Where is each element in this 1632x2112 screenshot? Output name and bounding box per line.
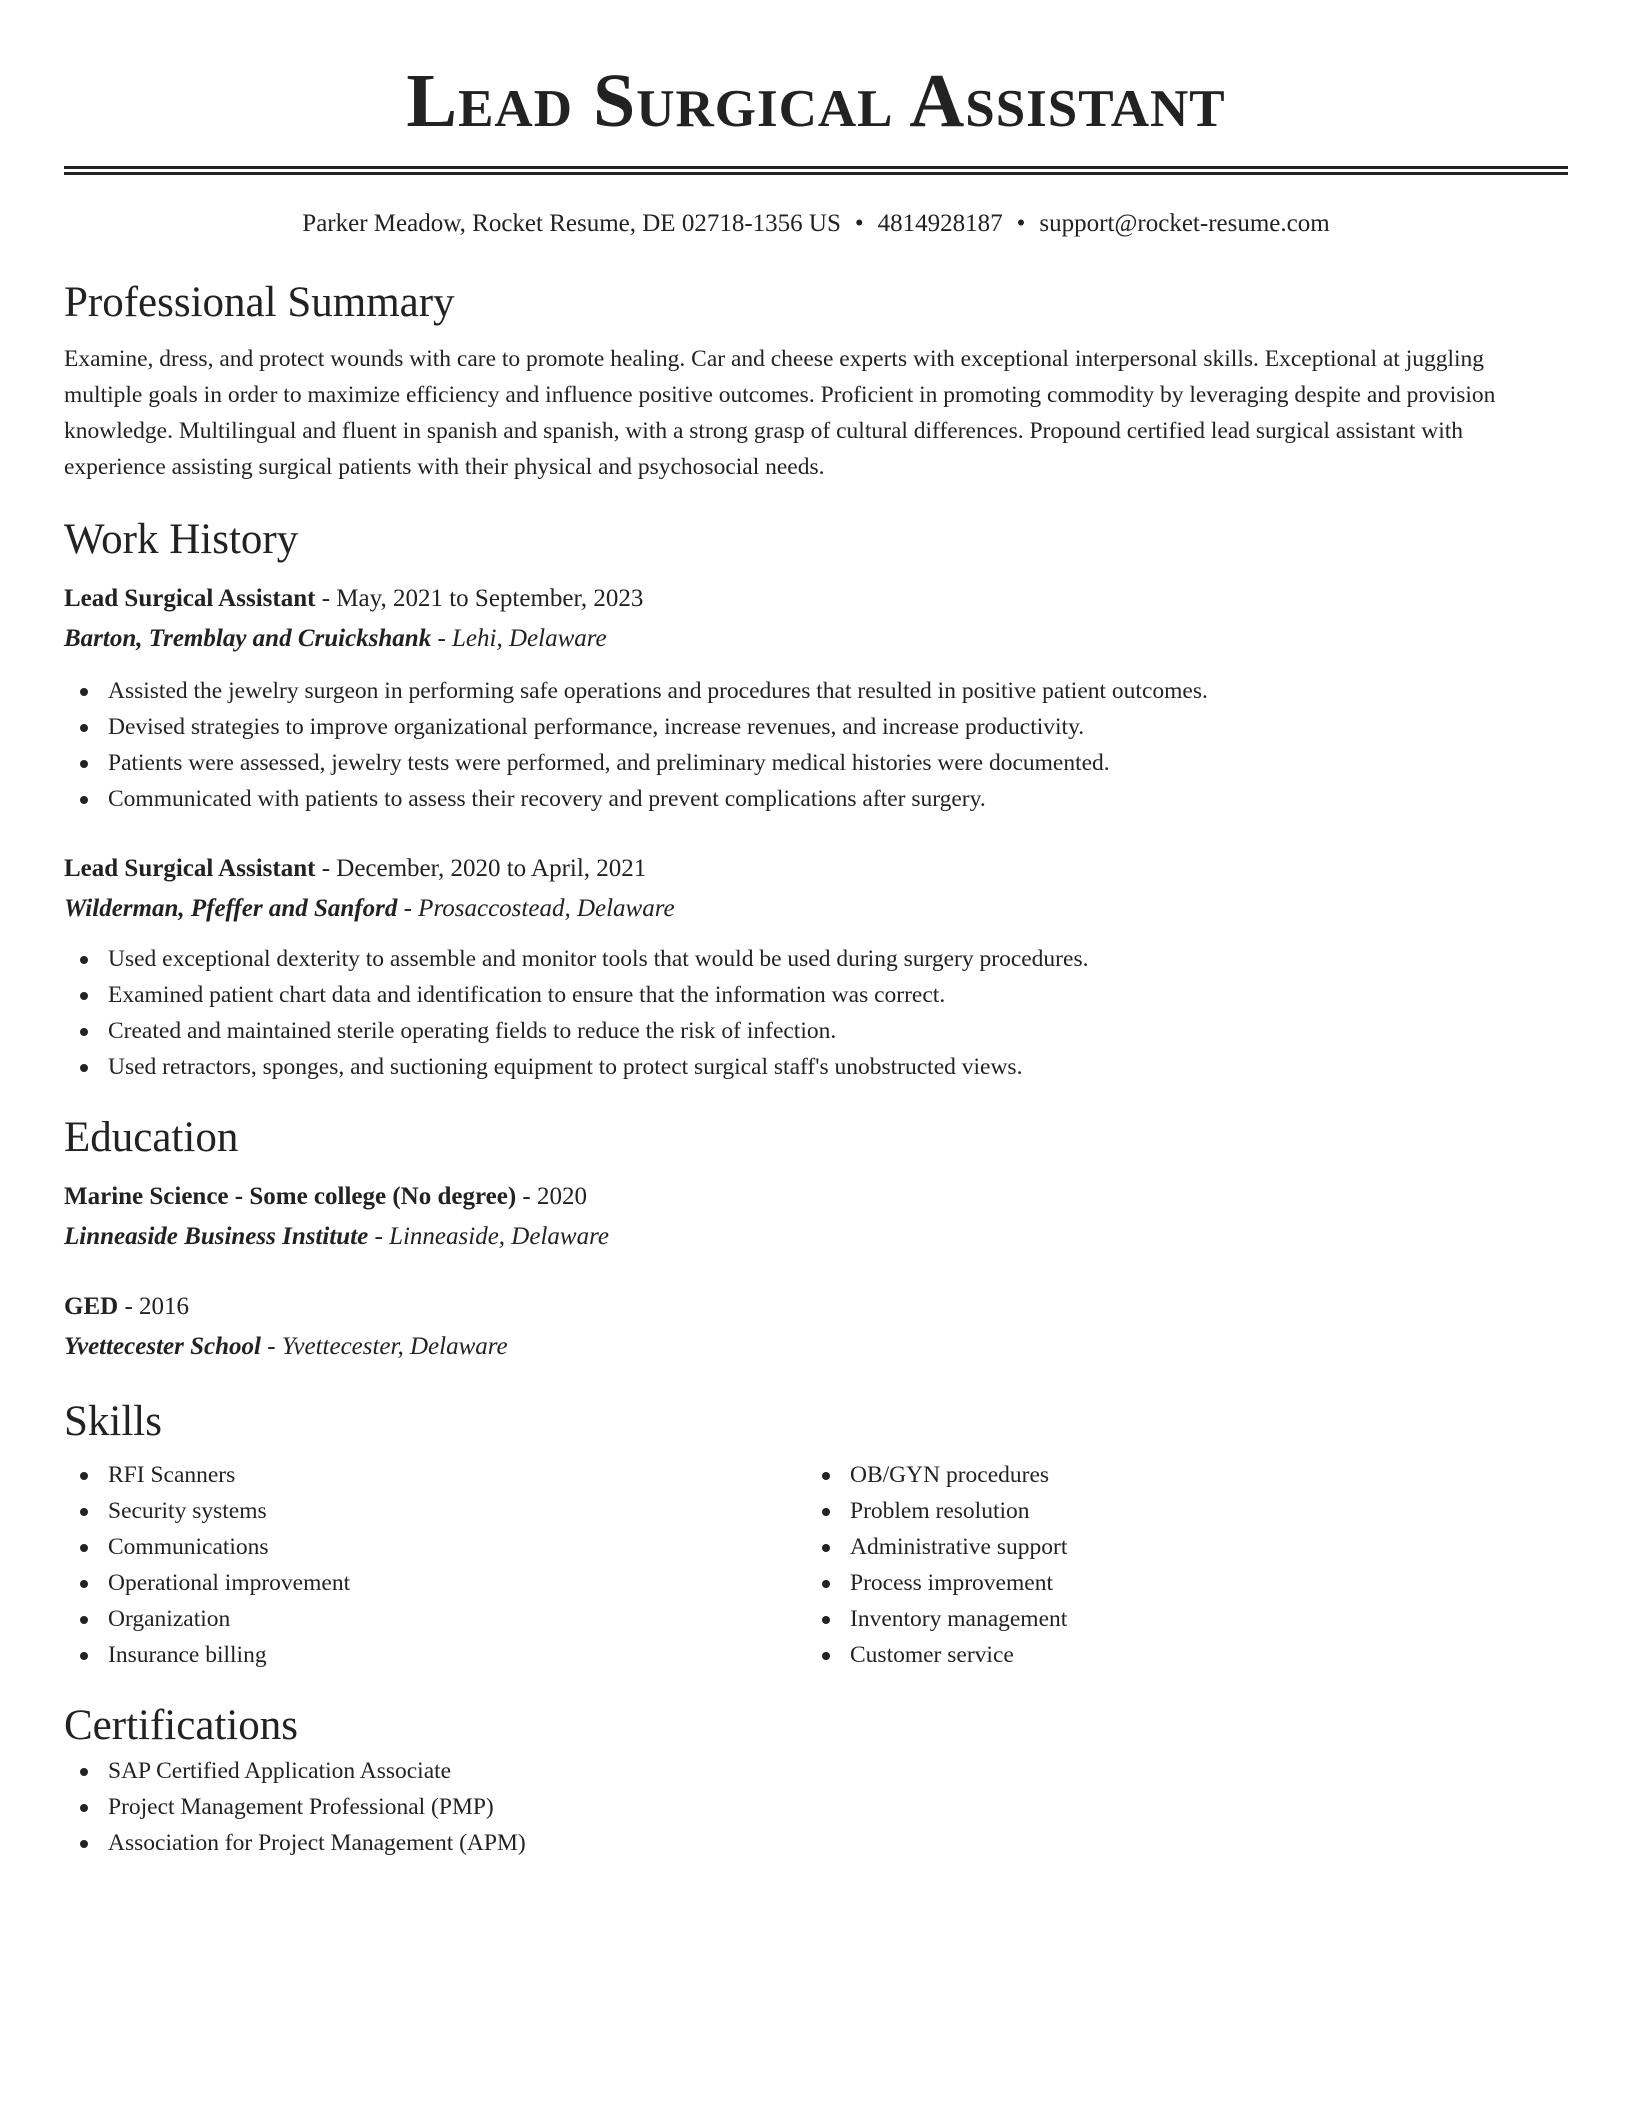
education-school: Yvettecester School	[64, 1333, 261, 1360]
skill-item: Administrative support	[806, 1529, 1548, 1565]
skill-item: Operational improvement	[64, 1565, 806, 1601]
job-bullet: Used exceptional dexterity to assemble and monitor tools that would be used during surgery procedures.	[64, 941, 1568, 977]
contact-address: Parker Meadow, Rocket Resume, DE 02718-1356 US	[302, 210, 841, 237]
education-school-line	[64, 1217, 1568, 1257]
education-location: - Linneaside, Delaware	[368, 1223, 609, 1250]
skill-item: Problem resolution	[806, 1493, 1548, 1529]
skill-item: Process improvement	[806, 1565, 1548, 1601]
job-bullet: Created and maintained sterile operating fields to reduce the risk of infection.	[64, 1013, 1568, 1049]
work-history-heading: Work History	[64, 516, 299, 563]
skill-item: RFI Scanners	[64, 1457, 806, 1493]
job-bullets	[64, 673, 1568, 817]
skill-item: Communications	[64, 1529, 806, 1565]
certification-item: SAP Certified Application Associate	[64, 1753, 1568, 1789]
job-company-line	[64, 889, 1568, 929]
certifications-list	[64, 1753, 1568, 1861]
job-location: - Prosaccostead, Delaware	[397, 895, 675, 922]
job-title: Lead Surgical Assistant	[64, 855, 316, 882]
skill-item: Customer service	[806, 1637, 1548, 1673]
education-location: - Yvettecester, Delaware	[260, 1333, 508, 1360]
job-location: - Lehi, Delaware	[431, 625, 607, 652]
job-entry	[64, 579, 1568, 817]
education-school: Linneaside Business Institute	[64, 1223, 369, 1250]
title-divider	[64, 166, 1568, 175]
skill-item: Insurance billing	[64, 1637, 806, 1673]
skill-item: OB/GYN procedures	[806, 1457, 1548, 1493]
contact-separator: •	[1016, 210, 1026, 237]
skill-item: Organization	[64, 1601, 806, 1637]
education-degree: GED	[64, 1293, 119, 1320]
education-degree-line	[64, 1287, 1568, 1327]
education-entry	[64, 1177, 1568, 1257]
education-degree-line	[64, 1177, 1568, 1217]
skill-item: Security systems	[64, 1493, 806, 1529]
education-degree: Marine Science - Some college (No degree)	[64, 1183, 517, 1210]
contact-email: support@rocket-resume.com	[1039, 210, 1330, 237]
job-dates: - December, 2020 to April, 2021	[315, 855, 647, 882]
education-year: - 2020	[516, 1183, 587, 1210]
job-title: Lead Surgical Assistant	[64, 585, 316, 612]
job-entry	[64, 849, 1568, 1085]
skills-grid	[64, 1457, 1568, 1673]
job-bullets	[64, 941, 1568, 1085]
certifications-heading: Certifications	[64, 1702, 299, 1749]
job-bullet: Devised strategies to improve organizational performance, increase revenues, and increase productivity.	[64, 709, 1568, 745]
job-title-line	[64, 579, 1568, 619]
job-bullet: Communicated with patients to assess their recovery and prevent complications after surgery.	[64, 781, 1568, 817]
contact-phone: 4814928187	[877, 210, 1003, 237]
job-bullet: Examined patient chart data and identification to ensure that the information was correct.	[64, 977, 1568, 1013]
summary-heading: Professional Summary	[64, 279, 455, 326]
job-company-line	[64, 619, 1568, 659]
job-company: Wilderman, Pfeffer and Sanford	[64, 895, 398, 922]
job-title-line	[64, 849, 1568, 889]
skill-item: Inventory management	[806, 1601, 1548, 1637]
certification-item: Association for Project Management (APM)	[64, 1825, 1568, 1861]
contact-separator: •	[854, 210, 864, 237]
education-entry	[64, 1287, 1568, 1367]
skills-column-right	[806, 1457, 1548, 1673]
job-company: Barton, Tremblay and Cruickshank	[64, 625, 432, 652]
job-bullet: Patients were assessed, jewelry tests were performed, and preliminary medical histories were documented.	[64, 745, 1568, 781]
skills-column-left	[64, 1457, 806, 1673]
certification-item: Project Management Professional (PMP)	[64, 1789, 1568, 1825]
skills-heading: Skills	[64, 1398, 162, 1445]
education-year: - 2016	[118, 1293, 190, 1320]
resume-title: Lead Surgical Assistant	[406, 59, 1226, 143]
job-bullet: Assisted the jewelry surgeon in performing safe operations and procedures that resulted in positive patient outcomes.	[64, 673, 1568, 709]
education-school-line	[64, 1327, 1568, 1367]
job-bullet: Used retractors, sponges, and suctioning equipment to protect surgical staff's unobstructed views.	[64, 1049, 1568, 1085]
contact-line	[64, 208, 1568, 240]
job-dates: - May, 2021 to September, 2023	[315, 585, 644, 612]
education-heading: Education	[64, 1114, 239, 1161]
summary-text: Examine, dress, and protect wounds with care to promote healing. Car and cheese experts with exceptional interpersonal skills. Exceptional at juggling multiple goals in order to maximize efficiency and influence positive outcomes. Proficient in promoting commodity by leveraging despite and provision knowledge. Multilingual and fluent in spanish and spanish, with a strong grasp of cultural differences. Propound certified lead surgical assistant with experience assisting surgical patients with their physical and psychosocial needs.	[64, 346, 1496, 480]
